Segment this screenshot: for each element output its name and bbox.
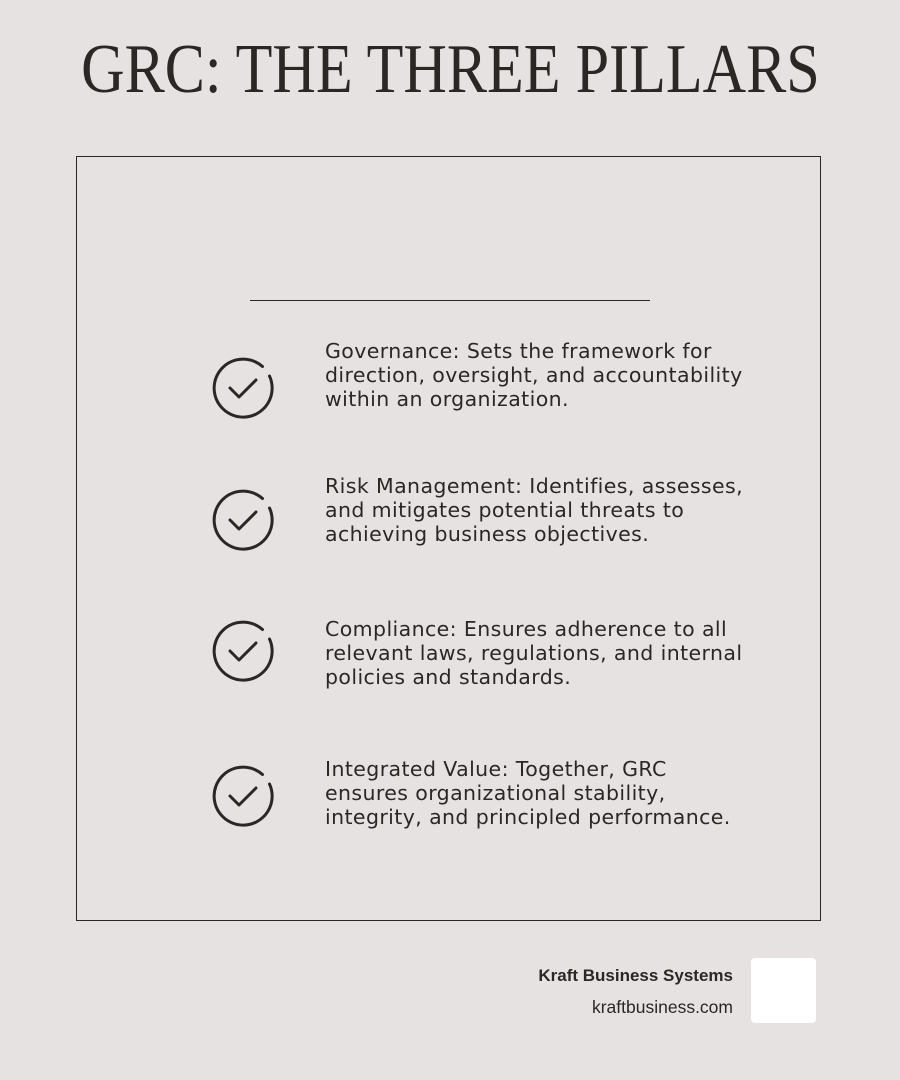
divider-line xyxy=(250,300,650,301)
check-circle-icon xyxy=(210,617,276,683)
company-website-link[interactable]: kraftbusiness.com xyxy=(591,997,733,1017)
page-title xyxy=(0,30,900,110)
check-circle-icon xyxy=(210,354,276,420)
item-text: Integrated Value: Together, GRC ensures organizational stability, integrity, and principled performance. xyxy=(325,757,731,829)
page-title-text: GRC: THE THREE PILLARS xyxy=(80,31,820,108)
company-name: Kraft Business Systems xyxy=(538,966,733,985)
item-text: Governance: Sets the framework for direction, oversight, and accountability within an organization. xyxy=(325,339,743,411)
check-circle-icon xyxy=(210,762,276,828)
item-text: Risk Management: Identifies, assesses, and mitigates potential threats to achieving business objectives. xyxy=(325,474,744,546)
check-circle-icon xyxy=(210,486,276,552)
item-text: Compliance: Ensures adherence to all relevant laws, regulations, and internal policies and standards. xyxy=(325,617,743,689)
company-logo xyxy=(751,958,816,1023)
